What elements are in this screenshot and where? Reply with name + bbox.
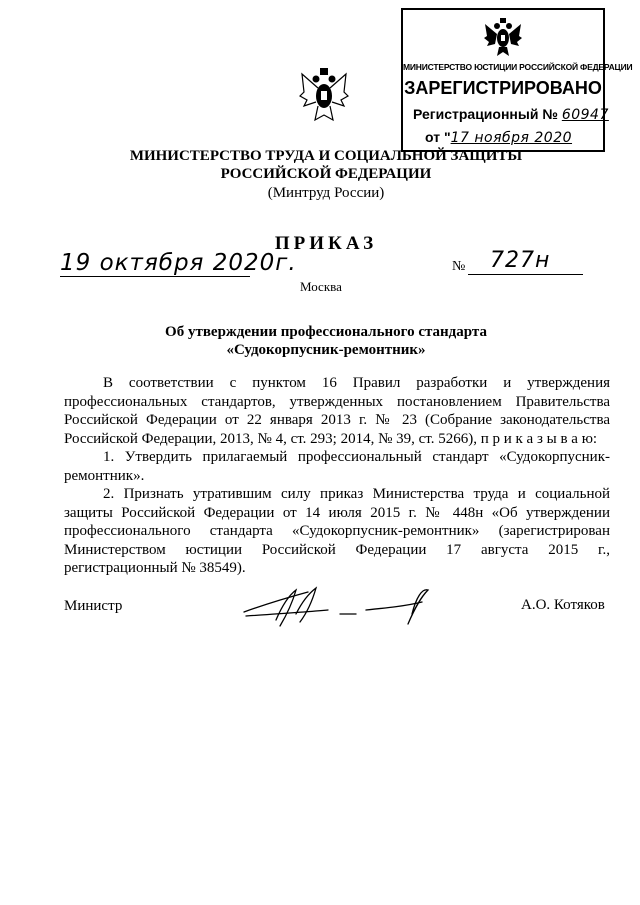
ministry-title-line2: РОССИЙСКОЙ ФЕДЕРАЦИИ [220,166,432,182]
stamp-reg-label: Регистрационный № [413,106,558,122]
subject-line1: Об утверждении профессионального стандарта [165,324,487,340]
document-title: ПРИКАЗ [274,233,378,254]
stamp-registration-line [413,106,609,123]
item-1-paragraph: 1. Утвердить прилагаемый профессиональный стандарт «Судокорпусник-ремонтник». [64,449,610,484]
stamp-registered-label: ЗАРЕГИСТРИРОВАНО [404,78,602,98]
ministry-title-line1: МИНИСТЕРСТВО ТРУДА И СОЦИАЛЬНОЙ ЗАЩИТЫ [129,148,523,164]
order-date: 19 октября 2020г. [60,250,297,276]
order-body [64,374,610,578]
registration-stamp [401,8,633,152]
signatory-name: А.О. Котяков [521,597,605,613]
number-underline [468,274,583,275]
stamp-date-line [425,129,605,146]
item-2-paragraph: 2. Признать утратившим силу приказ Министерства труда и социальной защиты Российской Федерации от 14 июля 2015 г. № 448н «Об утверждении профессионального стандарта «Судокорпусник-ремонтник» (зарегистрирован Министерством юстиции Российской Федерации 17 августа 2015 г., регистрационный № 38549). [64,486,610,576]
stamp-ministry-name: МИНИСТЕРСТВО ЮСТИЦИИ РОССИЙСКОЙ ФЕДЕРАЦИИ [403,62,633,72]
preamble-paragraph: В соответствии с пунктом 16 Правил разработки и утверждения профессиональных стандартов, утвержденных постановлением Правительства Российской Федерации от 22 января 2013 г. № 23 (Собрание законодательства Российской Федерации, 2013, № 4, ст. 293; 2014, № 39, ст. 5266), п р и к а з ы в а ю: [64,375,610,447]
order-city: Москва [300,279,342,294]
date-underline [60,276,250,277]
subject-line2: «Судокорпусник-ремонтник» [226,342,426,358]
stamp-reg-number: 60947 [561,107,609,123]
order-number: 727н [490,248,551,273]
handwritten-signature [236,584,436,634]
stamp-date-value: 17 ноября 2020 [450,130,573,146]
coat-of-arms-icon [298,66,350,126]
number-sign: № [452,259,466,274]
coat-of-arms-icon [483,16,523,58]
ministry-short-name: (Минтруд России) [267,185,385,201]
signatory-position: Министр [64,598,123,614]
stamp-date-prefix: от " [425,129,451,145]
